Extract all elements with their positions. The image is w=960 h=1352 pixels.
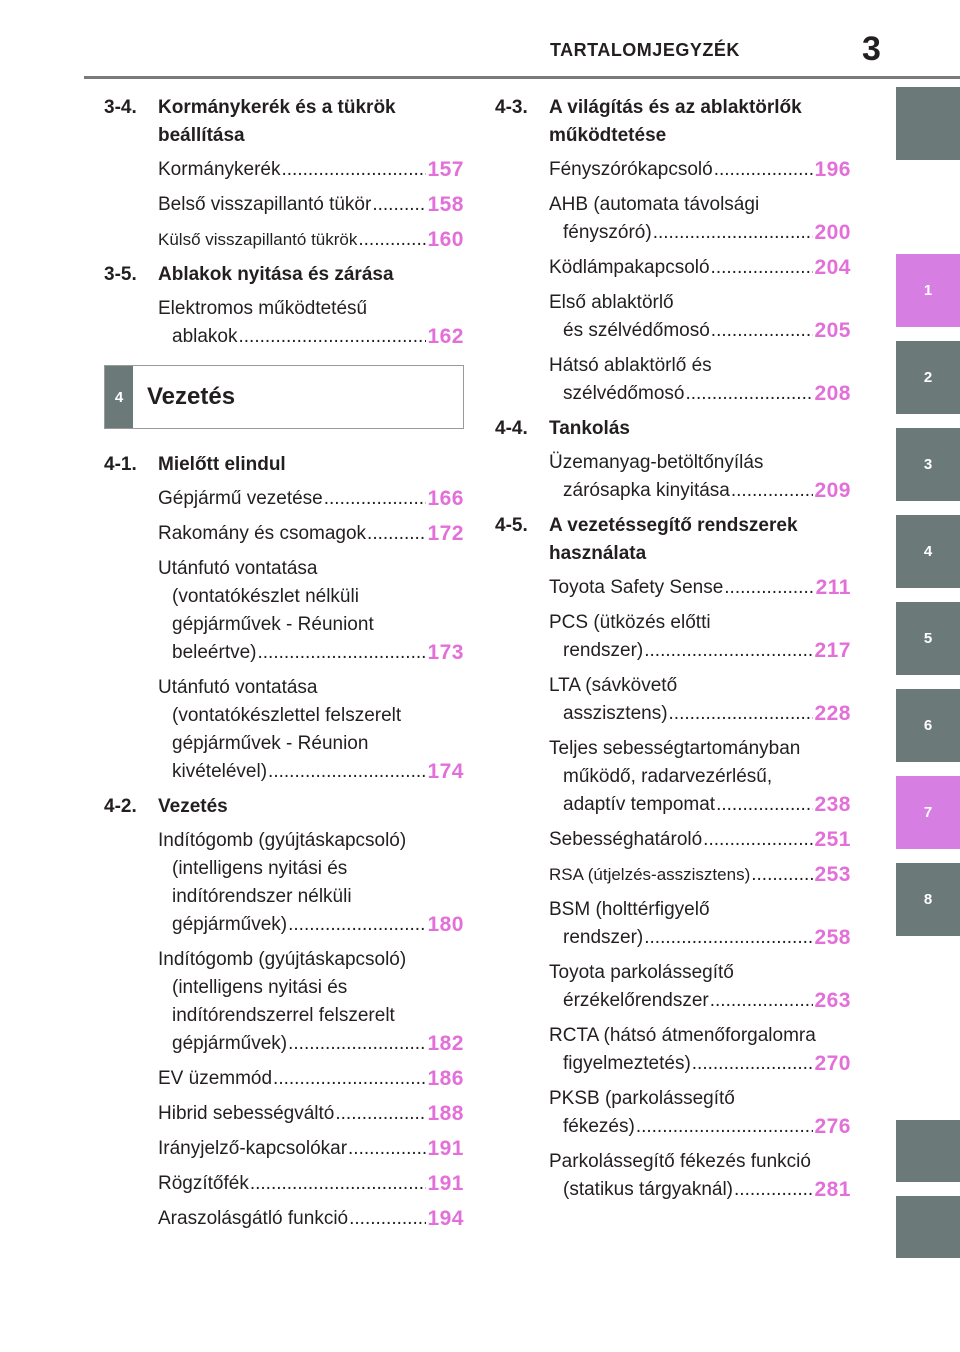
toc-entry-text: (statikus tárgyaknál): [563, 1179, 734, 1200]
toc-page-link[interactable]: 196: [814, 158, 851, 181]
chapter-tab-6[interactable]: 6: [896, 689, 960, 762]
section-title: Mielőtt elindul: [158, 454, 286, 475]
chapter-tab-8[interactable]: 8: [896, 863, 960, 936]
section-number: 4-2.: [104, 796, 137, 817]
leader-dots: [372, 191, 426, 219]
leader-dots: [273, 1065, 426, 1093]
toc-page-link[interactable]: 281: [814, 1178, 851, 1201]
toc-page-link[interactable]: 158: [427, 193, 464, 216]
toc-page-link[interactable]: 208: [814, 382, 851, 405]
leader-dots: [710, 987, 814, 1015]
chapter-tab-4[interactable]: 4: [896, 515, 960, 588]
toc-entry[interactable]: [495, 191, 851, 247]
toc-page-link[interactable]: 228: [814, 702, 851, 725]
toc-entry-text: rendszer): [563, 927, 644, 948]
toc-entry-text: Parkolássegítő fékezés funkció: [549, 1151, 811, 1172]
header-divider: [84, 76, 960, 79]
toc-entry-text: EV üzemmód: [158, 1068, 273, 1089]
leader-dots: [711, 254, 814, 282]
section-title-line: beállítása: [158, 125, 245, 146]
leader-dots: [348, 1135, 426, 1163]
toc-entry[interactable]: [495, 735, 851, 819]
toc-entry-text: PCS (ütközés előtti: [549, 612, 711, 633]
toc-right-column: [495, 88, 851, 1211]
leader-dots: [335, 1100, 426, 1128]
section-heading: [495, 415, 851, 443]
toc-page-link[interactable]: 238: [814, 793, 851, 816]
leader-dots: [692, 1050, 814, 1078]
toc-entry-text: és szélvédőmosó: [563, 320, 710, 341]
toc-entry-text: (intelligens nyitási és: [172, 977, 348, 998]
leader-dots: [716, 791, 813, 819]
toc-entry-text: Hátsó ablaktörlő és: [549, 355, 712, 376]
toc-entry[interactable]: [495, 609, 851, 665]
chapter-number: 4: [105, 366, 133, 428]
toc-page-link[interactable]: 186: [427, 1067, 464, 1090]
toc-entry[interactable]: [495, 449, 851, 505]
toc-entry-text: (vontatókészlet nélküli: [172, 586, 359, 607]
toc-entry[interactable]: [495, 1148, 851, 1204]
leader-dots: [239, 323, 427, 351]
chapter-title: Vezetés: [147, 383, 236, 410]
toc-entry[interactable]: [104, 827, 464, 939]
toc-entry-text: ablakok: [172, 326, 238, 347]
leader-dots: [268, 758, 426, 786]
chapter-tab-blank-b[interactable]: [896, 1196, 960, 1258]
toc-entry-text: AHB (automata távolsági: [549, 194, 760, 215]
leader-dots: [669, 700, 814, 728]
toc-page-link[interactable]: 205: [814, 319, 851, 342]
toc-page-link[interactable]: 166: [427, 487, 464, 510]
toc-entry-text: Hibrid sebességváltó: [158, 1103, 335, 1124]
toc-entry-text: Araszolásgátló funkció: [158, 1208, 349, 1229]
toc-page-link[interactable]: 191: [427, 1137, 464, 1160]
toc-page-link[interactable]: 251: [814, 828, 851, 851]
toc-entry[interactable]: [104, 191, 464, 219]
section-heading: [495, 512, 851, 568]
toc-entry[interactable]: [495, 574, 851, 602]
toc-entry[interactable]: [104, 226, 464, 254]
toc-entry-text: gépjárművek - Réunion: [172, 733, 369, 754]
toc-entry[interactable]: [104, 1100, 464, 1128]
leader-dots: [711, 317, 814, 345]
toc-entry-text: érzékelőrendszer: [563, 990, 709, 1011]
toc-entry-text: Rögzítőfék: [158, 1173, 249, 1194]
leader-dots: [367, 520, 426, 548]
leader-dots: [685, 380, 813, 408]
toc-page-link[interactable]: 253: [814, 863, 851, 886]
section-title: Vezetés: [158, 796, 228, 817]
section-number: 3-5.: [104, 264, 137, 285]
toc-entry-text: rendszer): [563, 640, 644, 661]
leader-dots: [258, 639, 427, 667]
section-title-line: A vezetéssegítő rendszerek: [549, 515, 798, 536]
toc-entry-text: BSM (holttérfigyelő: [549, 899, 710, 920]
toc-entry[interactable]: [495, 896, 851, 952]
toc-entry-text: Kormánykerék: [158, 159, 281, 180]
toc-entry[interactable]: [104, 295, 464, 351]
toc-entry[interactable]: [104, 555, 464, 667]
toc-entry[interactable]: [104, 674, 464, 786]
toc-entry[interactable]: [495, 1022, 851, 1078]
toc-entry[interactable]: [104, 156, 464, 184]
chapter-tab-blank-top[interactable]: [896, 87, 960, 160]
leader-dots: [282, 156, 427, 184]
toc-entry[interactable]: [495, 672, 851, 728]
toc-page-link[interactable]: 194: [427, 1207, 464, 1230]
section-title: [549, 94, 851, 150]
toc-entry-text: Toyota parkolássegítő: [549, 962, 734, 983]
toc-page-link[interactable]: 263: [814, 989, 851, 1012]
leader-dots: [734, 1176, 813, 1204]
toc-entry-text: fényszóró): [563, 222, 652, 243]
toc-entry[interactable]: [495, 289, 851, 345]
toc-entry[interactable]: [104, 520, 464, 548]
toc-page-link[interactable]: 191: [427, 1172, 464, 1195]
toc-entry-text: gépjárművek - Réuniont: [172, 614, 374, 635]
toc-entry-text: asszisztens): [563, 703, 668, 724]
toc-entry-text: PKSB (parkolássegítő: [549, 1088, 735, 1109]
leader-dots: [724, 574, 814, 602]
toc-entry[interactable]: [104, 485, 464, 513]
toc-page-link[interactable]: 276: [814, 1115, 851, 1138]
chapter-tab-2[interactable]: 2: [896, 341, 960, 414]
leader-dots: [636, 1113, 814, 1141]
chapter-tab-7[interactable]: 7: [896, 776, 960, 849]
section-number: 3-4.: [104, 97, 137, 118]
section-heading: [104, 451, 464, 479]
section-title: Tankolás: [549, 418, 630, 439]
toc-entry[interactable]: [104, 1065, 464, 1093]
toc-entry-text: szélvédőmosó: [563, 383, 685, 404]
toc-entry-text: Külső visszapillantó tükrök: [158, 230, 358, 249]
leader-dots: [653, 219, 814, 247]
toc-entry-text: indítórendszerrel felszerelt: [172, 1005, 395, 1026]
leader-dots: [644, 924, 813, 952]
toc-page-link[interactable]: 217: [814, 639, 851, 662]
toc-page-link[interactable]: 211: [815, 576, 851, 599]
toc-entry-text: gépjárművek): [172, 914, 288, 935]
toc-entry-text: Elektromos működtetésű: [158, 298, 368, 319]
toc-page-link[interactable]: 200: [814, 221, 851, 244]
toc-entry[interactable]: [104, 1170, 464, 1198]
toc-entry-text: Utánfutó vontatása: [158, 677, 318, 698]
section-title: [549, 512, 851, 568]
toc-entry-text: fékezés): [563, 1116, 635, 1137]
toc-page-link[interactable]: 174: [427, 760, 464, 783]
toc-entry-text: Üzemanyag-betöltőnyílás: [549, 452, 764, 473]
chapter-tabs: [896, 0, 960, 1352]
toc-page-link[interactable]: 180: [427, 913, 464, 936]
toc-entry-text: LTA (sávkövető: [549, 675, 678, 696]
toc-entry[interactable]: [495, 352, 851, 408]
toc-entry-text: beleértve): [172, 642, 257, 663]
section-heading: [104, 94, 464, 150]
toc-entry[interactable]: [495, 254, 851, 282]
leader-dots: [288, 911, 426, 939]
chapter-tab-5[interactable]: 5: [896, 602, 960, 675]
toc-entry-text: adaptív tempomat: [563, 794, 716, 815]
toc-entry-text: indítórendszer nélküli: [172, 886, 352, 907]
toc-page-link[interactable]: 162: [427, 325, 464, 348]
toc-page-link[interactable]: 258: [814, 926, 851, 949]
toc-entry-text: Belső visszapillantó tükör: [158, 194, 372, 215]
leader-dots: [703, 826, 813, 854]
toc-entry-text: figyelmeztetés): [563, 1053, 691, 1074]
toc-entry[interactable]: [495, 959, 851, 1015]
leader-dots: [324, 485, 427, 513]
toc-page-link[interactable]: 173: [427, 641, 464, 664]
toc-entry-text: Irányjelző-kapcsolókar: [158, 1138, 348, 1159]
toc-entry[interactable]: [495, 1085, 851, 1141]
leader-dots: [731, 477, 814, 505]
leader-dots: [349, 1205, 426, 1233]
section-title-line: használata: [549, 543, 647, 564]
toc-entry-text: Rakomány és csomagok: [158, 523, 367, 544]
leader-dots: [250, 1170, 427, 1198]
toc-entry-text: Gépjármű vezetése: [158, 488, 323, 509]
toc-page-link[interactable]: 157: [427, 158, 464, 181]
toc-page-link[interactable]: 204: [814, 256, 851, 279]
toc-page-link[interactable]: 172: [427, 522, 464, 545]
section-title-line: működtetése: [549, 125, 667, 146]
leader-dots: [358, 226, 426, 254]
toc-entry-text: Fényszórókapcsoló: [549, 159, 713, 180]
toc-entry-text: Első ablaktörlő: [549, 292, 674, 313]
section-title-line: Kormánykerék és a tükrök: [158, 97, 396, 118]
section-heading: [495, 94, 851, 150]
section-number: 4-1.: [104, 454, 137, 475]
leader-dots: [644, 637, 813, 665]
toc-page-link[interactable]: 209: [814, 479, 851, 502]
toc-page-link[interactable]: 160: [427, 228, 464, 251]
toc-entry-text: (intelligens nyitási és: [172, 858, 348, 879]
toc-page-link[interactable]: 188: [427, 1102, 464, 1125]
toc-page-link[interactable]: 270: [814, 1052, 851, 1075]
page-header-title: TARTALOMJEGYZÉK: [550, 40, 740, 60]
toc-entry[interactable]: [495, 156, 851, 184]
toc-page-link[interactable]: 182: [427, 1032, 464, 1055]
section-title: [158, 94, 464, 150]
chapter-heading-box: [104, 365, 464, 429]
toc-entry-text: Indítógomb (gyújtáskapcsoló): [158, 949, 407, 970]
section-number: 4-5.: [495, 515, 528, 536]
toc-entry[interactable]: [104, 1135, 464, 1163]
toc-entry-text: Toyota Safety Sense: [549, 577, 724, 598]
toc-entry-text: RCTA (hátsó átmenőforgalomra: [549, 1025, 816, 1046]
toc-entry-text: RSA (útjelzés-asszisztens): [549, 865, 751, 884]
toc-left-column: [104, 88, 464, 1240]
leader-dots: [751, 861, 813, 889]
toc-entry-text: gépjárművek): [172, 1033, 288, 1054]
toc-entry-text: Indítógomb (gyújtáskapcsoló): [158, 830, 407, 851]
leader-dots: [288, 1030, 426, 1058]
toc-entry[interactable]: [104, 1205, 464, 1233]
section-heading: [104, 793, 464, 821]
section-title-line: A világítás és az ablaktörlők: [549, 97, 802, 118]
section-title: Ablakok nyitása és zárása: [158, 264, 394, 285]
toc-entry[interactable]: [495, 826, 851, 854]
chapter-tab-1[interactable]: 1: [896, 254, 960, 327]
toc-entry-text: működő, radarvezérlésű,: [563, 766, 773, 787]
chapter-tab-3[interactable]: 3: [896, 428, 960, 501]
page-number: 3: [862, 30, 881, 68]
chapter-tab-blank-a[interactable]: [896, 1120, 960, 1182]
toc-entry[interactable]: [495, 861, 851, 889]
toc-entry-text: zárósapka kinyitása: [563, 480, 730, 501]
section-heading: [104, 261, 464, 289]
toc-entry-text: Sebességhatároló: [549, 829, 703, 850]
toc-entry-text: Teljes sebességtartományban: [549, 738, 801, 759]
toc-entry-text: kivételével): [172, 761, 268, 782]
toc-entry-text: Ködlámpakapcsoló: [549, 257, 710, 278]
section-number: 4-4.: [495, 418, 528, 439]
toc-entry-text: Utánfutó vontatása: [158, 558, 318, 579]
toc-entry[interactable]: [104, 946, 464, 1058]
toc-entry-text: (vontatókészlettel felszerelt: [172, 705, 402, 726]
section-number: 4-3.: [495, 97, 528, 118]
leader-dots: [714, 156, 814, 184]
